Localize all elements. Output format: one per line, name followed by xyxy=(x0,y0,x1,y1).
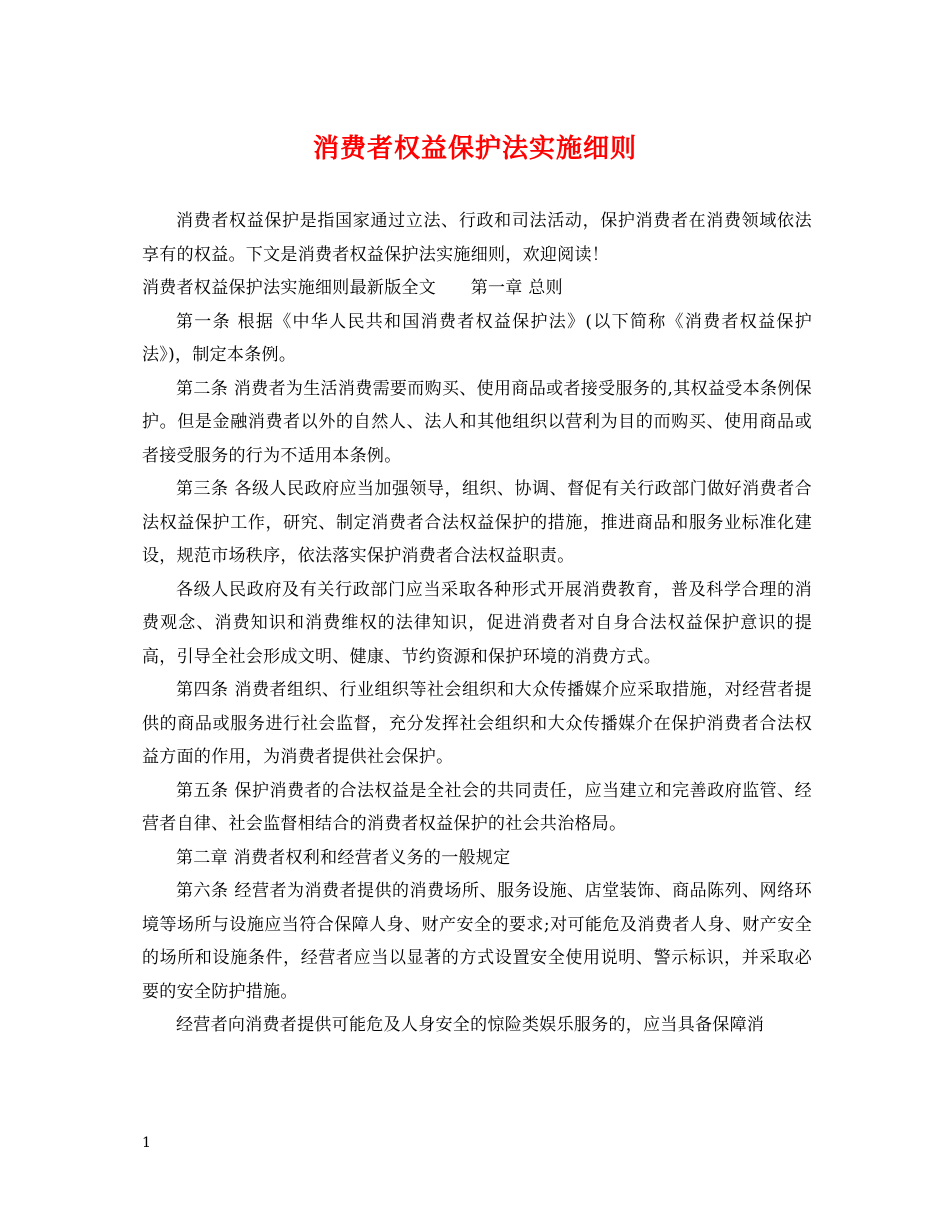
page-number: 1 xyxy=(142,1135,151,1151)
paragraph-chapter-1-heading: 消费者权益保护法实施细则最新版全文 第一章 总则 xyxy=(142,278,563,298)
document-body xyxy=(142,205,812,1043)
paragraph-article-6-cont: 经营者向消费者提供可能危及人身安全的惊险类娱乐服务的，应当具备保障消 xyxy=(176,1015,765,1035)
paragraph-article-4: 第四条 消费者组织、行业组织等社会组织和大众传播媒介应采取措施，对经营者提供的商品或服务进行社会监督，充分发挥社会组织和大众传播媒介在保护消费者合法权益方面的作用，为消费者提供社会保护。 xyxy=(142,680,812,767)
paragraph-article-1: 第一条 根据《中华人民共和国消费者权益保护法》(以下简称《消费者权益保护法》)，制定本条例。 xyxy=(142,311,812,365)
paragraph-intro: 消费者权益保护是指国家通过立法、行政和司法活动，保护消费者在消费领域依法享有的权益。下文是消费者权益保护法实施细则，欢迎阅读！ xyxy=(142,211,812,265)
paragraph-article-3: 第三条 各级人民政府应当加强领导，组织、协调、督促有关行政部门做好消费者合法权益保护工作，研究、制定消费者合法权益保护的措施，推进商品和服务业标准化建设，规范市场秩序，依法落实保护消费者合法权益职责。 xyxy=(142,479,812,566)
paragraph-article-2: 第二条 消费者为生活消费需要而购买、使用商品或者接受服务的,其权益受本条例保护。但是金融消费者以外的自然人、法人和其他组织以营利为目的而购买、使用商品或者接受服务的行为不适用本条例。 xyxy=(142,378,812,466)
paragraph-chapter-2-heading: 第二章 消费者权利和经营者义务的一般规定 xyxy=(176,847,511,868)
paragraph-article-3-cont: 各级人民政府及有关行政部门应当采取各种形式开展消费教育，普及科学合理的消费观念、消费知识和消费维权的法律知识，促进消费者对自身合法权益保护意识的提高，引导全社会形成文明、健康、节约资源和保护环境的消费方式。 xyxy=(142,579,812,667)
paragraph-article-5: 第五条 保护消费者的合法权益是全社会的共同责任，应当建立和完善政府监管、经营者自律、社会监督相结合的消费者权益保护的社会共治格局。 xyxy=(142,780,812,834)
document-title: 消费者权益保护法实施细则 xyxy=(312,134,637,164)
paragraph-article-6: 第六条 经营者为消费者提供的消费场所、服务设施、店堂装饰、商品陈列、网络环境等场所与设施应当符合保障人身、财产安全的要求;对可能危及消费者人身、财产安全的场所和设施条件，经营者应当以显著的方式设置安全使用说明、警示标识，并采取必要的安全防护措施。 xyxy=(142,881,812,1002)
